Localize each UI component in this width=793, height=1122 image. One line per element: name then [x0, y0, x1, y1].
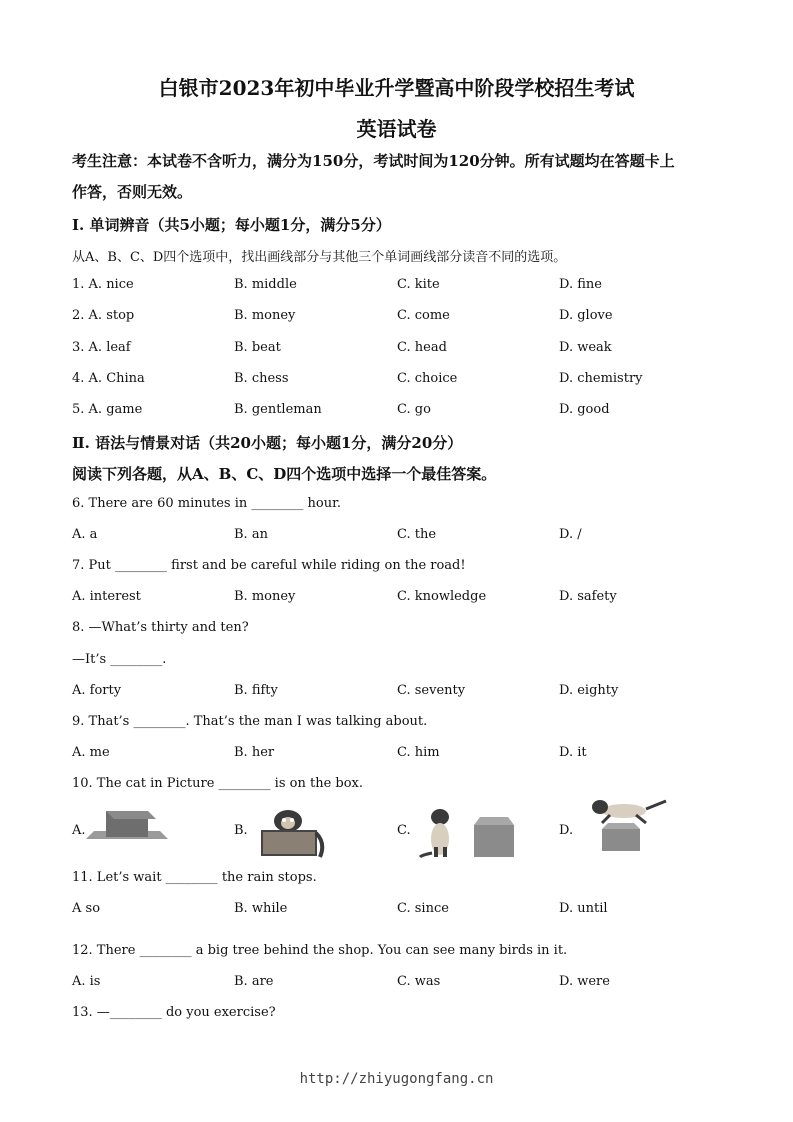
- option-d: D. /: [559, 527, 582, 542]
- option-c: C. since: [397, 901, 449, 916]
- option-c: C. was: [397, 974, 441, 989]
- option-a: A.: [72, 823, 86, 838]
- option-d: D. until: [559, 901, 608, 916]
- option-c: C. him: [397, 745, 440, 760]
- option-b: B. money: [234, 589, 296, 604]
- exam-subtitle: 英语试卷: [356, 117, 437, 141]
- question-8-options: [72, 683, 732, 703]
- option-b: B. are: [234, 974, 274, 989]
- option-b: B. her: [234, 745, 275, 760]
- picture-b-cat-in-box: [256, 803, 326, 859]
- option-a: 4. A. China: [72, 371, 145, 386]
- option-c: C.: [397, 823, 411, 838]
- picture-d-cat-over-box: [580, 797, 670, 853]
- option-c: C. seventy: [397, 683, 466, 698]
- option-a: 3. A. leaf: [72, 340, 131, 355]
- option-d: D. good: [559, 402, 610, 417]
- question-10-stem: 10. The cat in Picture ________ is on the box.: [72, 776, 364, 791]
- question-5: [72, 402, 732, 422]
- question-12-options: [72, 974, 732, 994]
- option-d: D. eighty: [559, 683, 619, 698]
- question-6-options: [72, 527, 732, 547]
- question-9-options: [72, 745, 732, 765]
- question-8-stem: 8. —What’s thirty and ten?: [72, 620, 249, 635]
- option-b: B. while: [234, 901, 288, 916]
- question-8-stem-2: —It’s ________.: [72, 652, 167, 667]
- picture-a-cat-under-box: [84, 809, 170, 851]
- notice-line-1: 考生注意：本试卷不含听力，满分为150分，考试时间为120分钟。所有试题均在答题卡上: [72, 152, 675, 170]
- option-c: C. go: [397, 402, 431, 417]
- question-12-stem: 12. There ________ a big tree behind the shop. You can see many birds in it.: [72, 943, 568, 958]
- option-c: C. come: [397, 308, 450, 323]
- option-d: D. were: [559, 974, 610, 989]
- option-b: B. middle: [234, 277, 297, 292]
- option-b: B. chess: [234, 371, 289, 386]
- section2-heading: Ⅱ. 语法与情景对话（共20小题；每小题1分，满分20分）: [72, 434, 463, 452]
- option-a: A. interest: [72, 589, 141, 604]
- option-b: B. fifty: [234, 683, 278, 698]
- picture-c-cat-beside-box: [418, 803, 518, 859]
- question-11-stem: 11. Let’s wait ________ the rain stops.: [72, 870, 317, 885]
- option-b: B. an: [234, 527, 268, 542]
- question-9-stem: 9. That’s ________. That’s the man I was talking about.: [72, 714, 428, 729]
- option-d: D.: [559, 823, 574, 838]
- option-c: C. choice: [397, 371, 458, 386]
- footer-url[interactable]: http://zhiyugongfang.cn: [299, 1071, 494, 1087]
- question-13-stem: 13. —________ do you exercise?: [72, 1005, 276, 1020]
- option-c: C. the: [397, 527, 437, 542]
- question-6-stem: 6. There are 60 minutes in ________ hour.: [72, 496, 342, 511]
- section1-heading: Ⅰ. 单词辨音（共5小题；每小题1分，满分5分）: [72, 216, 391, 234]
- option-b: B. gentleman: [234, 402, 322, 417]
- question-7-options: [72, 589, 732, 609]
- option-d: D. it: [559, 745, 587, 760]
- question-4: [72, 371, 732, 391]
- option-b: B.: [234, 823, 248, 838]
- question-3: [72, 340, 732, 360]
- option-d: D. fine: [559, 277, 602, 292]
- question-10-options: [72, 823, 732, 843]
- option-c: C. head: [397, 340, 447, 355]
- option-a: A. forty: [72, 683, 122, 698]
- notice-line-2: 作答，否则无效。: [72, 183, 193, 201]
- option-a: A. is: [72, 974, 101, 989]
- exam-title: 白银市2023年初中毕业升学暨高中阶段学校招生考试: [158, 76, 635, 100]
- option-b: B. money: [234, 308, 296, 323]
- option-a: A. a: [72, 527, 98, 542]
- question-1: [72, 277, 732, 297]
- option-d: D. safety: [559, 589, 617, 604]
- option-a: A. me: [72, 745, 110, 760]
- option-c: C. kite: [397, 277, 440, 292]
- section2-instruction: 阅读下列各题，从A、B、C、D四个选项中选择一个最佳答案。: [72, 465, 497, 483]
- option-d: D. chemistry: [559, 371, 643, 386]
- option-a: 2. A. stop: [72, 308, 135, 323]
- option-a: 5. A. game: [72, 402, 143, 417]
- question-2: [72, 308, 732, 328]
- option-c: C. knowledge: [397, 589, 487, 604]
- question-7-stem: 7. Put ________ first and be careful while riding on the road!: [72, 558, 466, 573]
- question-11-options: [72, 901, 732, 921]
- option-a: A so: [72, 901, 101, 916]
- option-d: D. weak: [559, 340, 612, 355]
- option-a: 1. A. nice: [72, 277, 134, 292]
- option-d: D. glove: [559, 308, 613, 323]
- option-b: B. beat: [234, 340, 281, 355]
- section1-instruction: 从A、B、C、D四个选项中，找出画线部分与其他三个单词画线部分读音不同的选项。: [72, 250, 567, 265]
